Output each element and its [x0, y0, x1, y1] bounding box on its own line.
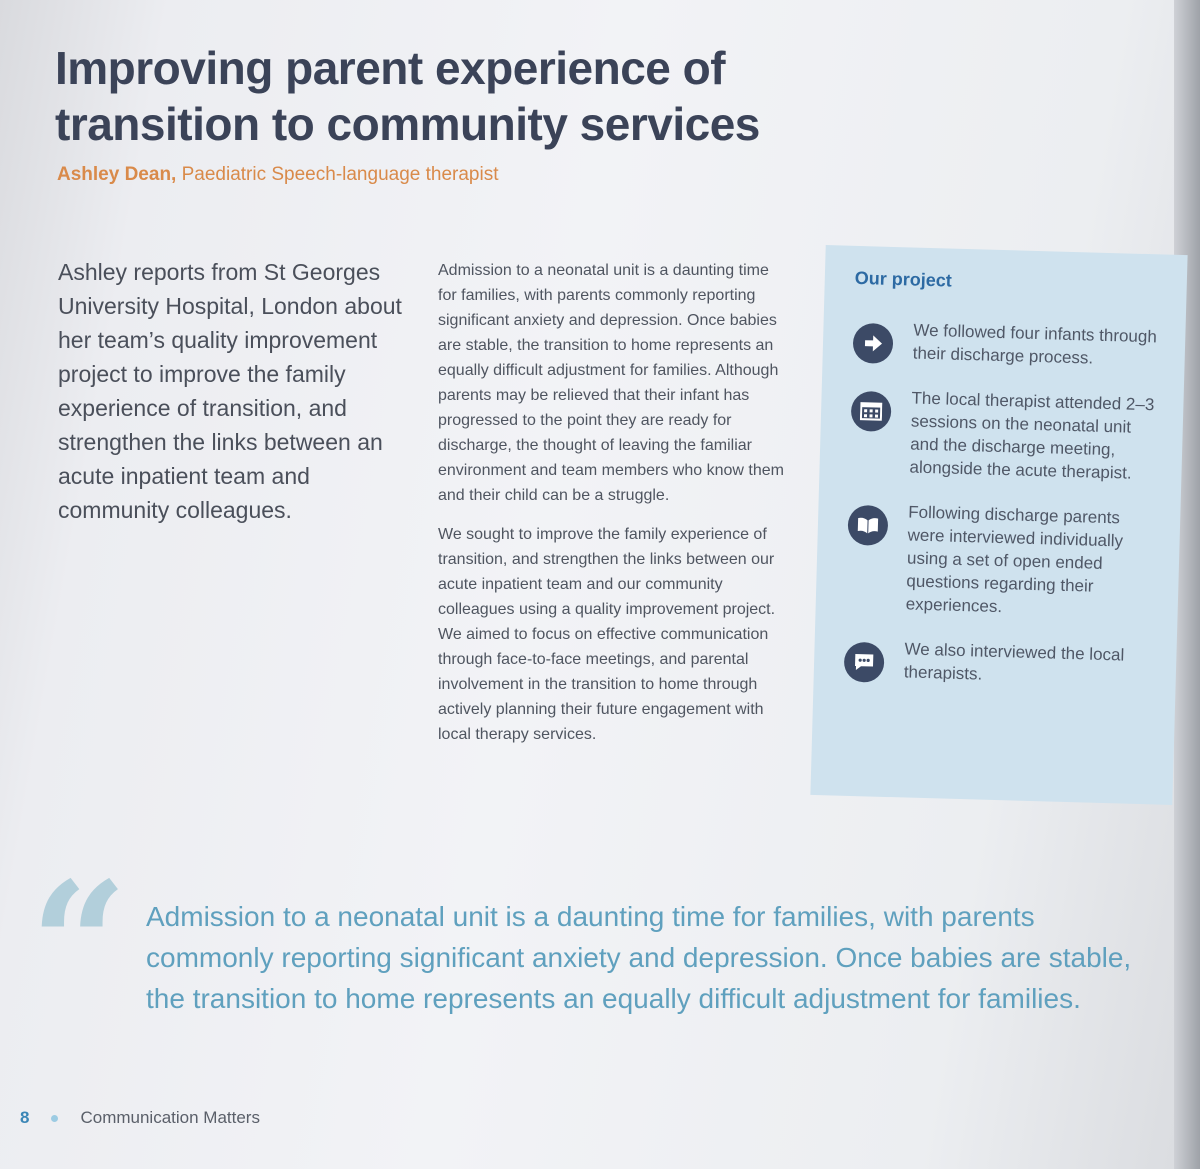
project-item-text: The local therapist attended 2–3 sessions on the neonatal unit and the discharge meeting, alongside the acute therapist. — [909, 388, 1155, 483]
body-paragraph: We sought to improve the family experience of transition, and strengthen the links between our acute inpatient team and our community colleagues using a quality improvement project. We aimed to focus on effective communication through face-to-face meetings, and parental involvement in the transition to home through actively planning their future engagement with local therapy services. — [438, 526, 776, 743]
article-title: Improving parent experience of transition to community services — [55, 42, 760, 150]
publication-name: Communication Matters — [80, 1108, 260, 1127]
calendar-icon — [851, 391, 892, 432]
project-item-text: We also interviewed the local therapists. — [903, 639, 1125, 684]
arrow-right-icon — [852, 323, 893, 364]
project-item — [852, 317, 1157, 371]
byline — [57, 164, 499, 186]
project-item-text: We followed four infants through their discharge process. — [912, 320, 1158, 368]
book-icon — [847, 505, 888, 546]
pull-quote: Admission to a neonatal unit is a daunting time for families, with parents commonly reporting significant anxiety and depression. Once babies are stable, the transition to home represents an equally difficult adjustment for families. — [146, 901, 1132, 1014]
project-title: Our project — [854, 267, 953, 291]
quote-mark: “ — [30, 845, 128, 1045]
body-paragraph: Admission to a neonatal unit is a daunting time for families, with parents commonly reporting significant anxiety and depression. Once babies are stable, the transition to home represents an equally difficult adjustment for families. Although parents may be relieved that their infant has progressed to the point they are ready for discharge, the thought of leaving the familiar environment and team members who know them and their child can be a struggle. — [438, 262, 784, 504]
author-role: Paediatric Speech-language therapist — [181, 164, 499, 185]
project-item — [845, 499, 1152, 622]
project-item — [849, 385, 1155, 485]
project-item — [844, 636, 1149, 690]
body-column — [438, 258, 788, 761]
footer-dot — [51, 1115, 58, 1122]
author-name: Ashley Dean, — [57, 164, 177, 185]
page-number: 8 — [20, 1108, 30, 1127]
our-project-box — [810, 245, 1187, 805]
intro-paragraph: Ashley reports from St Georges University Hospital, London about her team’s quality improvement project to improve the family experience of transition, and strengthen the links between an acute inpatient team and community colleagues. — [58, 259, 402, 523]
chat-bubble-icon — [844, 642, 885, 683]
page-footer — [20, 1108, 260, 1128]
project-item-text: Following discharge parents were interviewed individually using a set of open ended questions regarding their experiences. — [905, 502, 1124, 617]
